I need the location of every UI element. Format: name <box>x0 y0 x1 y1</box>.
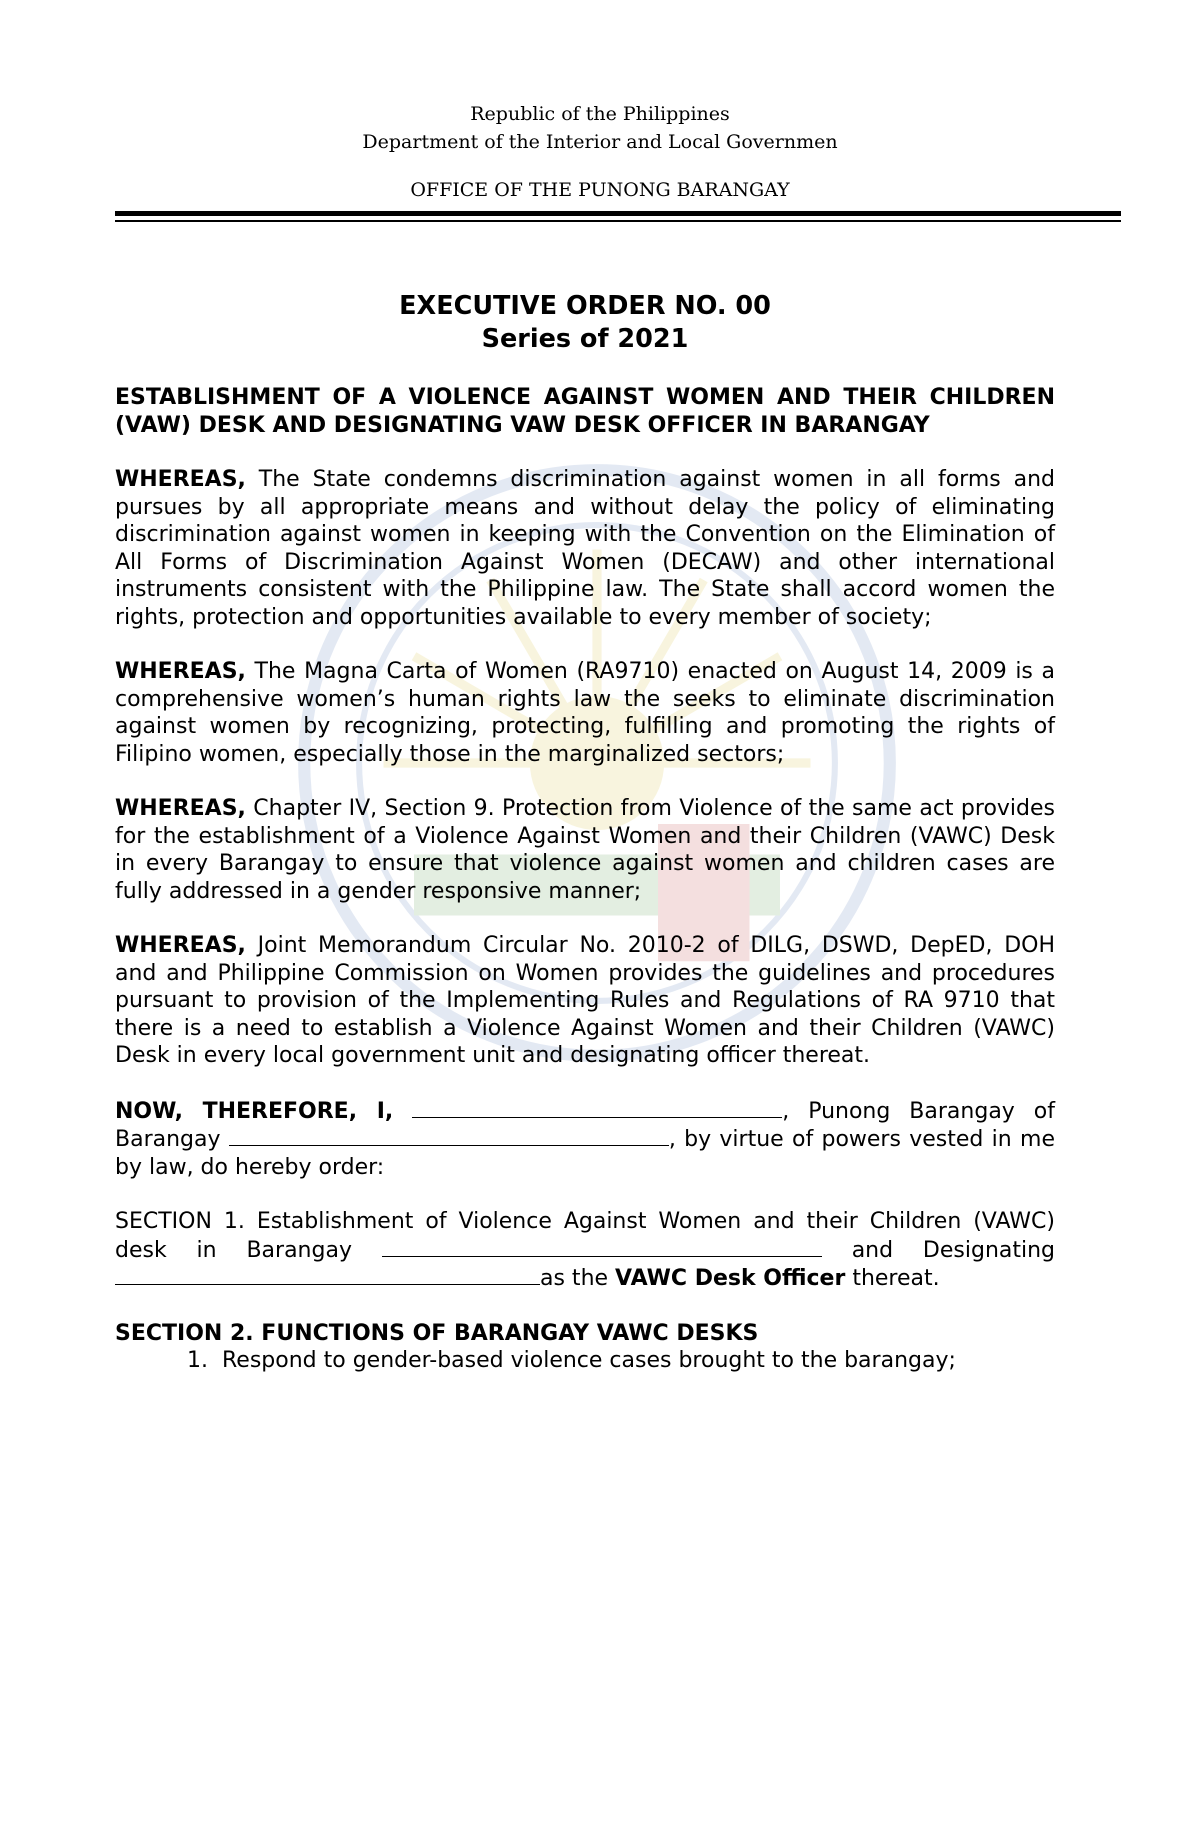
whereas-clause-1 <box>115 466 1055 631</box>
header-rule-thick <box>115 211 1121 216</box>
order-number: EXECUTIVE ORDER NO. 00 <box>399 291 771 321</box>
order-title <box>115 290 1055 356</box>
barangay-name-blank[interactable] <box>229 1125 669 1146</box>
office-line: OFFICE OF THE PUNONG BARANGAY <box>410 179 790 201</box>
section-2-list <box>115 1347 1055 1375</box>
whereas-text: The State condemns discrimination against women in all forms and pursues by all appropriate means and without delay the policy of eliminating discrimination against women in keeping with the Convention on the Elimination of All Forms of Discrimination Against Women (DECAW) and other international instruments consistent with the Philippine law. The State shall accord women the rights, protection and opportunities available to every member of society; <box>115 467 1055 630</box>
whereas-clause-3 <box>115 795 1055 905</box>
order-series: Series of 2021 <box>481 324 689 354</box>
whereas-keyword: WHEREAS, <box>115 467 246 492</box>
section-1 <box>115 1208 1055 1293</box>
section-1-text-2: and Designating <box>851 1237 1056 1263</box>
whereas-text: Joint Memorandum Circular No. 2010-2 of DILG, DSWD, DepED, DOH and and Philippine Commission on Women provides the guidelines and procedures pursuant to provision of the Implementing Rules and Regulations of RA 9710 that there is a need to establish a Violence Against Women and their Children (VAWC) Desk in every local government unit and designating officer thereat. <box>115 933 1055 1068</box>
section-1-barangay-blank[interactable] <box>382 1236 822 1257</box>
now-therefore-keyword: NOW, THEREFORE, I, <box>115 1098 394 1124</box>
department-line: Department of the Interior and Local Governmen <box>362 131 838 153</box>
now-therefore-text-2: , by virtue of powers vested in me by law, do hereby order: <box>115 1127 1056 1180</box>
whereas-keyword: WHEREAS, <box>115 659 246 684</box>
republic-line: Republic of the Philippines <box>470 103 730 125</box>
document-body <box>115 290 1055 1375</box>
punong-barangay-name-blank[interactable] <box>412 1097 782 1118</box>
section-1-text-3: as the <box>540 1266 609 1291</box>
now-therefore-clause <box>115 1097 1055 1182</box>
section-2-title: SECTION 2. FUNCTIONS OF BARANGAY VAWC DESKS <box>115 1320 759 1346</box>
whereas-text: The Magna Carta of Women (RA9710) enacted on August 14, 2009 is a comprehensive women’s human rights law the seeks to eliminate discrimination against women by recognizing, protecting, fulfilling and promoting the rights of Filipino women, especially those in the marginalized sectors; <box>115 659 1055 767</box>
section-1-officer-title: VAWC Desk Officer <box>615 1266 846 1291</box>
order-subject: ESTABLISHMENT OF A VIOLENCE AGAINST WOMEN AND THEIR CHILDREN (VAW) DESK AND DESIGNATING VAW DESK OFFICER IN BARANGAY <box>115 385 1055 438</box>
whereas-text: Chapter IV, Section 9. Protection from Violence of the same act provides for the establishment of a Violence Against Women and their Children (VAWC) Desk in every Barangay to ensure that violence against women and children cases are fully addressed in a gender responsive manner; <box>115 796 1055 904</box>
desk-officer-name-blank[interactable] <box>115 1264 540 1285</box>
whereas-keyword: WHEREAS, <box>115 933 246 958</box>
header-rule-thin <box>115 220 1121 222</box>
list-item-text: Respond to gender-based violence cases brought to the barangay; <box>222 1348 956 1373</box>
whereas-clause-2 <box>115 658 1055 768</box>
section-1-text-1: SECTION 1. Establishment of Violence Against Women and their Children (VAWC) desk in Barangay <box>115 1209 1055 1263</box>
whereas-keyword: WHEREAS, <box>115 796 246 821</box>
list-item <box>115 1347 1055 1375</box>
list-item-number: 1. <box>187 1348 208 1373</box>
letterhead <box>0 100 1200 204</box>
section-1-text-4: thereat. <box>852 1266 940 1291</box>
whereas-clause-4 <box>115 932 1055 1070</box>
now-therefore-text-1: , Punong Barangay of Barangay <box>115 1098 1056 1152</box>
